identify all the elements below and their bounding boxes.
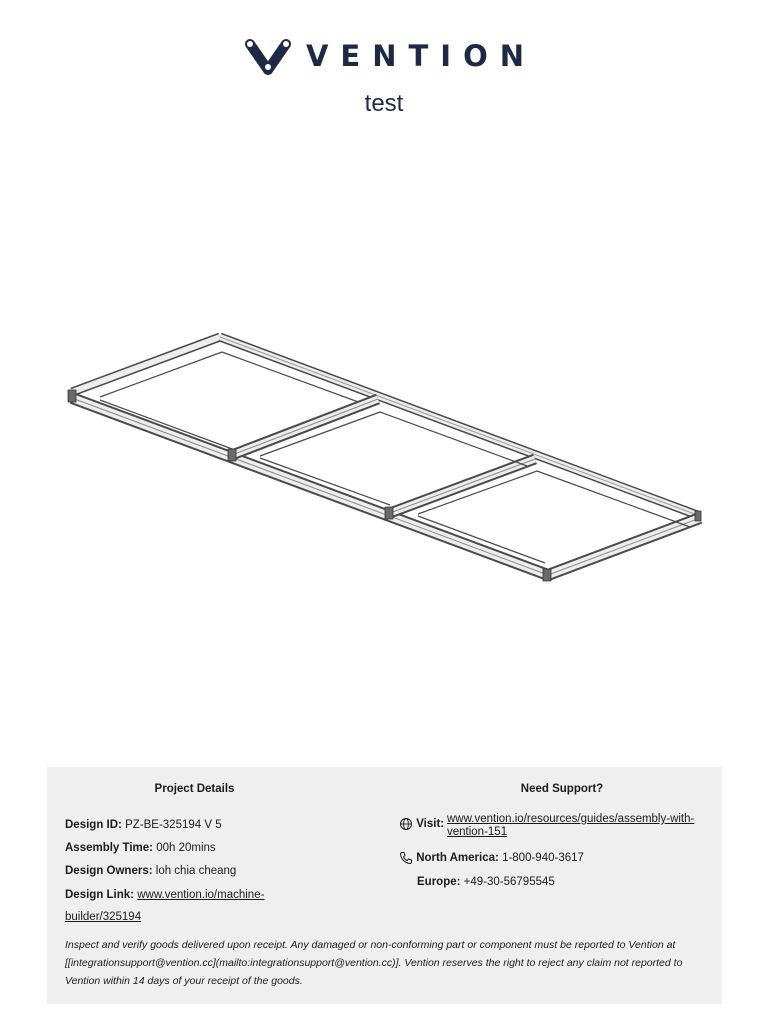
europe-label: Europe: (417, 876, 461, 888)
europe-row (417, 876, 555, 889)
document-title: test (364, 90, 404, 117)
design-link[interactable]: www.vention.io/machine- (137, 889, 265, 901)
rail-back (72, 337, 700, 516)
assembly-time-label: Assembly Time: (65, 842, 153, 854)
design-link-row-2 (65, 910, 141, 924)
north-america-phone: 1-800-940-3617 (502, 852, 584, 865)
support-guide-link-continued[interactable]: vention-151 (447, 826, 508, 838)
design-owners-row (65, 864, 236, 878)
assembly-time-row (65, 841, 216, 855)
project-details-heading: Project Details (154, 783, 235, 795)
visit-link-block (447, 813, 694, 839)
north-america-label: North America: (416, 852, 499, 865)
cross-member-1 (232, 399, 378, 455)
vention-logo-mark-icon (244, 36, 292, 76)
design-owners-value: loh chia cheang (155, 865, 237, 877)
north-america-row (399, 851, 584, 865)
visit-label: Visit: (416, 818, 445, 831)
support-guide-link[interactable]: www.vention.io/resources/guides/assembly-with- (447, 813, 695, 825)
visit-row (399, 817, 444, 831)
design-link-continued[interactable]: builder/325194 (65, 911, 142, 923)
phone-icon (399, 851, 413, 865)
frame-assembly-drawing (60, 320, 710, 590)
assembly-time-value: 00h 20mins (156, 842, 216, 854)
details-panel (47, 767, 722, 1004)
disclaimer-text: Inspect and verify goods delivered upon receipt. Any damaged or non-conforming part or component must be reported to Vention at [[integrationsupport@vention.cc](mailto:integrationsupport@vention.cc)]. Vention reserves the right to reject any claim not reported to Vention within 14 days of your receipt of the goods. (65, 939, 683, 987)
cross-member-2 (390, 459, 535, 513)
europe-phone: +49-30-56795545 (463, 876, 555, 888)
design-id-row (65, 818, 222, 832)
design-owners-label: Design Owners: (65, 865, 153, 877)
globe-icon (399, 817, 413, 831)
design-id-value: PZ-BE-325194 V 5 (125, 819, 222, 831)
design-id-label: Design ID: (65, 819, 122, 831)
design-link-label: Design Link: (65, 889, 135, 901)
design-link-row (65, 888, 264, 902)
brand-name: VENTION (305, 39, 537, 73)
vention-logo (0, 36, 768, 76)
need-support-heading: Need Support? (520, 783, 604, 795)
